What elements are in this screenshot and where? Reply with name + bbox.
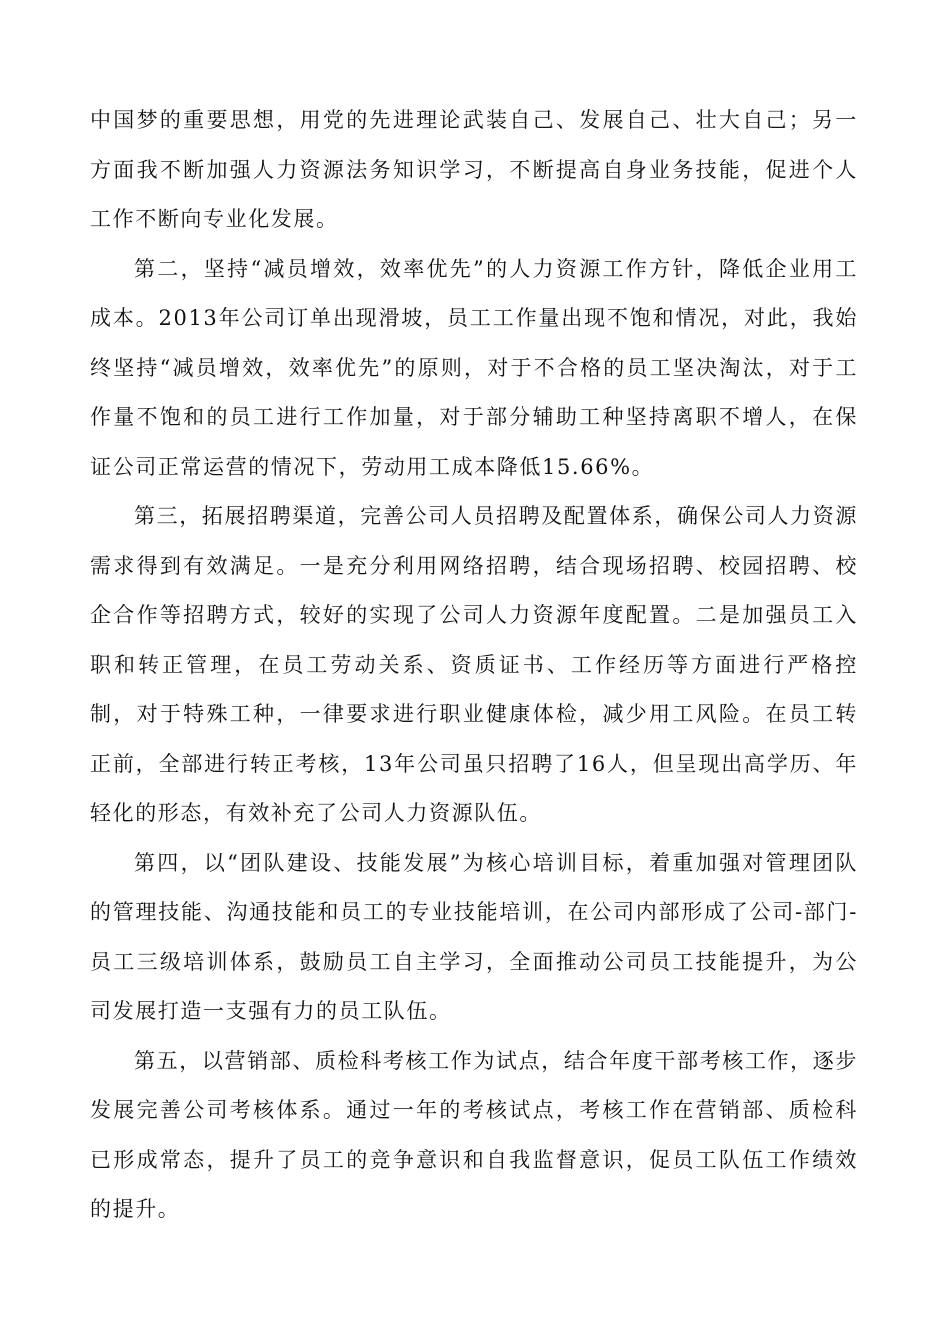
- paragraph-fourth-point: 第四，以“团队建设、技能发展”为核心培训目标，着重加强对管理团队的管理技能、沟通技能和员工的专业技能培训，在公司内部形成了公司-部门-员工三级培训体系，鼓励员工自主学习，全面推动公司员工技能提升，为公司发展打造一支强有力的员工队伍。: [90, 850, 858, 1023]
- document-page: [90, 96, 858, 1235]
- paragraph-second-point: 第二，坚持“减员增效，效率优先”的人力资源工作方针，降低企业用工成本。2013年公司订单出现滑坡，员工工作量出现不饱和情况，对此，我始终坚持“减员增效，效率优先”的原则，对于不合格的员工坚决淘汰，对于工作量不饱和的员工进行工作加量，对于部分辅助工种坚持离职不增人，在保证公司正常运营的情况下，劳动用工成本降低15.66%。: [90, 256, 858, 479]
- paragraph-fifth-point: 第五，以营销部、质检科考核工作为试点，结合年度干部考核工作，逐步发展完善公司考核体系。通过一年的考核试点，考核工作在营销部、质检科已形成常态，提升了员工的竞争意识和自我监督意识，促员工队伍工作绩效的提升。: [90, 1048, 858, 1221]
- paragraph-third-point: 第三，拓展招聘渠道，完善公司人员招聘及配置体系，确保公司人力资源需求得到有效满足。一是充分利用网络招聘，结合现场招聘、校园招聘、校企合作等招聘方式，较好的实现了公司人力资源年度配置。二是加强员工入职和转正管理，在员工劳动关系、资质证书、工作经历等方面进行严格控制，对于特殊工种，一律要求进行职业健康体检，减少用工风险。在员工转正前，全部进行转正考核，13年公司虽只招聘了16人，但呈现出高学历、年轻化的形态，有效补充了公司人力资源队伍。: [90, 504, 858, 825]
- paragraph-continuation: 中国梦的重要思想，用党的先进理论武装自己、发展自己、壮大自己；另一方面我不断加强人力资源法务知识学习，不断提高自身业务技能，促进个人工作不断向专业化发展。: [90, 108, 858, 231]
